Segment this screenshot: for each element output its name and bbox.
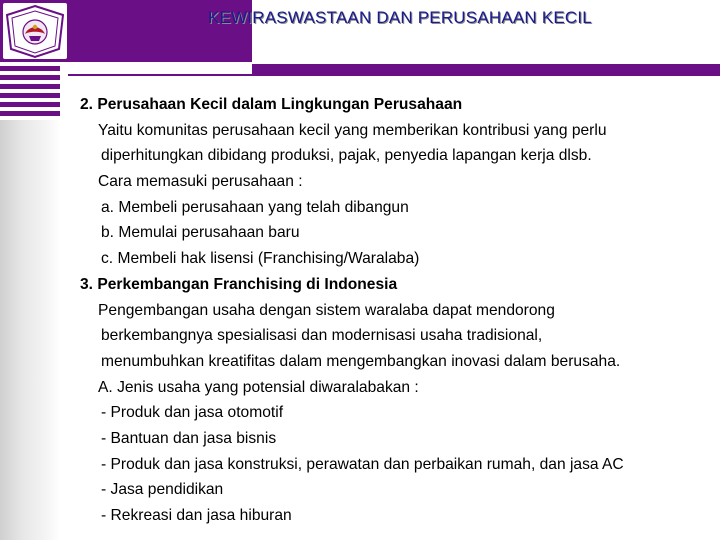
section-3-paragraph <box>80 298 715 375</box>
list-item: - Rekreasi dan jasa hiburan <box>101 507 292 524</box>
section-2-intro: Cara memasuki perusahaan : <box>98 173 303 191</box>
section-3-subheading: A. Jenis usaha yang potensial diwaralabakan : <box>98 378 419 396</box>
paragraph-line: Pengembangan usaha dengan sistem waralaba dapat mendorong <box>98 301 555 319</box>
list-item: - Produk dan jasa konstruksi, perawatan dan perbaikan rumah, dan jasa AC <box>101 455 624 473</box>
list-item: - Jasa pendidikan <box>101 481 224 499</box>
list-item: b. Memulai perusahaan baru <box>101 224 300 242</box>
header-divider-line <box>68 74 720 76</box>
slide-content <box>80 92 715 529</box>
paragraph-line: menumbuhkan kreatifitas dalam mengembangkan inovasi dalam berusaha. <box>101 352 621 370</box>
list-item: c. Membeli hak lisensi (Franchising/Waralaba) <box>101 250 420 268</box>
paragraph-line: diperhitungkan dibidang produksi, pajak, penyedia lapangan kerja dlsb. <box>101 147 592 165</box>
paragraph-line: berkembangnya spesialisasi dan modernisasi usaha tradisional, <box>101 327 543 345</box>
list-item: - Bantuan dan jasa bisnis <box>101 429 277 447</box>
section-2-heading: 2. Perusahaan Kecil dalam Lingkungan Perusahaan <box>80 96 463 113</box>
left-gradient-panel <box>0 120 60 540</box>
decorative-stripes <box>0 62 60 120</box>
header-divider-bar <box>252 64 720 74</box>
list-item: - Produk dan jasa otomotif <box>101 404 284 422</box>
section-2-paragraph <box>80 118 715 169</box>
paragraph-line: Yaitu komunitas perusahaan kecil yang memberikan kontribusi yang perlu <box>98 121 607 139</box>
list-item: a. Membeli perusahaan yang telah dibangun <box>101 198 409 216</box>
section-3-heading: 3. Perkembangan Franchising di Indonesia <box>80 275 398 293</box>
page-title: KEWIRASWASTAAN DAN PERUSAHAAN KECIL <box>208 8 592 27</box>
